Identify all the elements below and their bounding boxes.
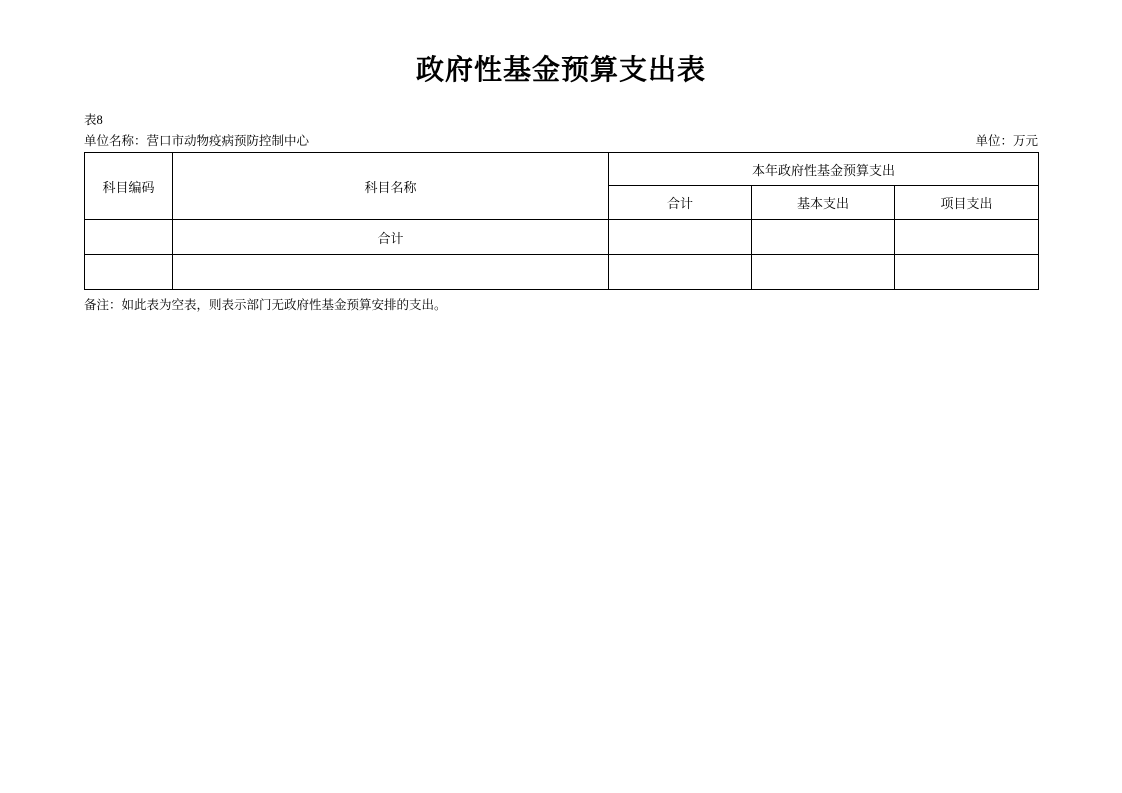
unit-name: [84, 131, 309, 149]
cell-subject-name: 合计: [173, 220, 609, 255]
header-subject-name: 科目名称: [173, 153, 609, 220]
table-header-row-1: [85, 153, 1039, 186]
unit-name-value: 营口市动物疫病预防控制中心: [146, 134, 310, 148]
cell-subject-code: [85, 255, 173, 290]
cell-subject-name: [173, 255, 609, 290]
header-project-expenditure: 项目支出: [895, 186, 1039, 220]
budget-table: [84, 152, 1039, 290]
cell-project-expenditure: [895, 255, 1039, 290]
header-total: 合计: [609, 186, 752, 220]
table-note: 备注：如此表为空表，则表示部门无政府性基金预算安排的支出。: [84, 298, 447, 312]
cell-basic-expenditure: [752, 220, 895, 255]
cell-total: [609, 255, 752, 290]
cell-total: [609, 220, 752, 255]
cell-basic-expenditure: [752, 255, 895, 290]
table-row: [85, 255, 1039, 290]
header-basic-expenditure: 基本支出: [752, 186, 895, 220]
cell-project-expenditure: [895, 220, 1039, 255]
cell-subject-code: [85, 220, 173, 255]
page-title: 政府性基金预算支出表: [415, 53, 706, 86]
table-row: [85, 220, 1039, 255]
unit-name-label: 单位名称：: [84, 134, 147, 148]
meta-row: [84, 131, 1038, 149]
amount-unit-label: 单位：万元: [975, 134, 1038, 148]
header-group-title: 本年政府性基金预算支出: [609, 153, 1039, 186]
header-subject-code: 科目编码: [85, 153, 173, 220]
table-index-label: 表8: [84, 113, 103, 127]
